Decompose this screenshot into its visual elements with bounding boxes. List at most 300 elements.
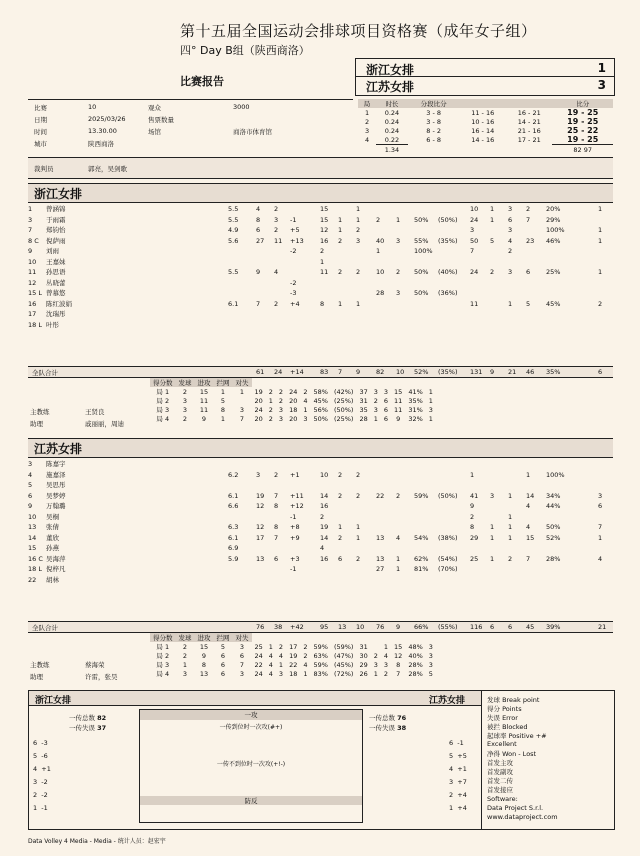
rotation-row: [33, 778, 61, 786]
venue-label: 场馆: [148, 128, 161, 136]
total-cell: (55%): [438, 623, 458, 631]
set-stats-cell: 局 2: [156, 397, 170, 405]
set-stats-cell: 3: [303, 414, 308, 423]
mid-sub2: 一传不到位时一次攻(+!-): [216, 761, 286, 768]
set-stats-cell: 局 3: [156, 661, 170, 669]
player-cell: 11: [274, 236, 283, 245]
player-cell: -2: [290, 247, 297, 255]
set-stats-cell: (25%): [333, 414, 354, 423]
player-cell: 1: [356, 299, 361, 308]
set-stats-head: 进攻: [195, 633, 214, 642]
player-cell: 29%: [546, 215, 561, 224]
player-cell: 6: [256, 226, 261, 234]
player-cell: 3: [396, 236, 401, 245]
player-cell: 8: [320, 299, 325, 308]
player-cell: 9: [28, 247, 33, 255]
set-stats-cell: 7: [396, 669, 401, 678]
set-stats-head: 对失: [233, 378, 252, 387]
set-stats-head: 对失: [233, 633, 252, 642]
set-stats-cell: 41%: [408, 387, 423, 396]
player-cell: 胡林: [46, 575, 59, 584]
player-cell: 2: [508, 247, 513, 255]
rotation-row: [33, 765, 61, 773]
set-stats-cell: 1: [428, 396, 433, 405]
total-time: 1.34: [376, 145, 408, 155]
set-cell: 4: [364, 135, 370, 144]
rotation-val: -2: [41, 778, 48, 786]
city-label: 城市: [34, 140, 47, 148]
player-cell: 2: [274, 470, 279, 479]
player-cell: 14: [526, 491, 535, 500]
player-cell: 10: [28, 257, 37, 266]
sets-header-cell: 时长: [376, 99, 408, 108]
player-cell: 8: [256, 215, 261, 224]
team-b-name: 江苏女排: [366, 80, 415, 94]
set-stats-row: [150, 651, 436, 660]
time-label: 时间: [34, 128, 47, 136]
set-stats-cell: 3: [182, 396, 188, 405]
player-cell: 4: [396, 533, 401, 542]
player-row: [28, 564, 613, 575]
player-cell: 4: [598, 554, 603, 563]
rotation-num: 3: [449, 778, 454, 786]
player-cell: 19: [320, 523, 329, 531]
set-stats-cell: 3: [182, 405, 188, 414]
software-name: Data Project S.r.l.: [487, 804, 544, 812]
player-cell: 1: [598, 236, 603, 245]
set-stats-cell: 26: [359, 669, 368, 678]
set-stats-cell: 31: [359, 642, 368, 651]
rotation-row: [33, 791, 61, 799]
set-cell: 8 - 2: [426, 126, 442, 135]
set-stats-cell: 1: [373, 414, 378, 423]
player-cell: 2: [356, 268, 361, 276]
software-label: Software:: [487, 795, 518, 803]
set-stats-cell: 32%: [408, 414, 423, 423]
set-stats-cell: 31: [359, 396, 368, 405]
player-cell: +13: [290, 236, 304, 245]
rotation-num: 2: [449, 791, 454, 799]
set-cell: 19 - 25: [567, 135, 599, 144]
set-stats-cell: 3: [239, 405, 245, 414]
set-stats-cell: 6: [220, 669, 226, 678]
player-cell: 孙思语: [46, 268, 66, 276]
player-cell: (54%): [438, 554, 458, 563]
player-cell: 1: [598, 268, 603, 276]
player-cell: 10: [320, 470, 329, 479]
set-stats-cell: 18: [289, 669, 298, 678]
player-cell: 25: [470, 554, 479, 563]
player-cell: 3: [256, 470, 261, 479]
summary-team-a: 浙江女排: [35, 696, 72, 706]
player-cell: +5: [290, 226, 300, 234]
set-stats-cell: 2: [303, 642, 308, 651]
player-cell: 2: [470, 512, 475, 521]
set-stats-cell: 29: [359, 660, 368, 669]
player-cell: -3: [290, 289, 297, 297]
rotation-row: [449, 804, 477, 812]
total-cell: 95: [320, 623, 329, 631]
set-stats-cell: 局 4: [156, 415, 170, 423]
set-cell: 16 - 21: [517, 108, 541, 117]
player-cell: 1: [490, 533, 495, 542]
set-stats-cell: 6: [220, 651, 226, 660]
set-stats-cell: 11: [394, 396, 403, 405]
total-cell: 52%: [414, 368, 429, 376]
set-stats-cell: 19: [254, 387, 263, 396]
total-cell: 46: [526, 368, 535, 376]
set-stats-cell: 8: [396, 660, 401, 669]
player-cell: 郑钧怡: [46, 226, 66, 234]
set-cell: 11 - 16: [471, 108, 495, 117]
player-cell: (50%): [438, 215, 458, 224]
player-row: [28, 459, 613, 470]
player-cell: 5.5: [228, 215, 239, 224]
player-cell: 6.1: [228, 491, 239, 500]
total-cell: 116: [470, 623, 483, 631]
sets-table: [358, 99, 613, 154]
venue-value: 商洛市体育馆: [233, 128, 272, 136]
player-cell: 10: [470, 205, 479, 213]
set-stats-cell: 15: [199, 387, 209, 396]
player-cell: 12: [256, 523, 265, 531]
referee-label: 裁判员: [34, 165, 54, 173]
set-stats-cell: 1: [383, 642, 389, 651]
player-cell: 沈瑞彤: [46, 310, 66, 318]
footer: Data Volley 4 Media - Media - 统计人员：赵宏宇: [28, 838, 166, 845]
player-cell: 6: [28, 491, 33, 500]
set-stats-cell: 3: [428, 642, 433, 651]
match-value: 10: [88, 103, 97, 111]
set-stats-cell: 15: [199, 642, 209, 651]
team-b-total-row: [28, 621, 613, 633]
set-stats-cell: (50%): [333, 405, 354, 414]
player-row: [28, 575, 613, 586]
player-cell: -2: [290, 278, 297, 287]
player-cell: 50%: [414, 215, 429, 224]
team-a-name: 浙江女排: [366, 63, 415, 77]
rotation-val: +4: [457, 804, 467, 812]
team-b-sets: 3: [597, 78, 606, 92]
player-cell: 1: [490, 205, 495, 213]
player-cell: +12: [290, 502, 304, 510]
total-cell: 9: [490, 368, 495, 376]
player-cell: 倪萨雨: [46, 236, 66, 245]
player-cell: 3: [508, 205, 513, 213]
player-cell: 4: [28, 470, 33, 479]
set-stats-cell: 28%: [408, 669, 423, 678]
rotation-val: -3: [41, 739, 48, 747]
set-stats-cell: 20: [289, 414, 298, 423]
player-cell: 6: [338, 554, 343, 563]
set-stats-cell: 3: [383, 660, 389, 669]
player-cell: 2: [490, 268, 495, 276]
player-cell: 2: [376, 215, 381, 224]
total-cell: 38: [274, 623, 283, 631]
player-cell: 40: [376, 236, 385, 245]
set-stats-cell: 1: [182, 660, 188, 669]
legend-item: 失误 Error: [487, 714, 518, 722]
player-cell: 2: [338, 268, 343, 276]
sets-header-cell: [506, 99, 553, 108]
set-stats-cell: 2: [303, 651, 308, 660]
player-row: [28, 204, 613, 215]
date-label: 日期: [34, 116, 47, 124]
set-stats-cell: 2: [373, 651, 378, 660]
player-row: [28, 501, 613, 512]
total-cell: 35%: [546, 368, 561, 376]
player-cell: 施嘉泽: [46, 470, 66, 479]
total-cell: 82: [376, 368, 385, 376]
player-cell: 1: [396, 565, 401, 573]
player-cell: 27: [376, 565, 385, 573]
player-cell: 6.1: [228, 299, 239, 308]
player-cell: 6.1: [228, 533, 239, 542]
set-stats-cell: 3: [182, 669, 188, 678]
player-cell: 陈嘉宇: [46, 460, 66, 468]
set-stats-cell: 59%: [313, 660, 328, 669]
team-b-coach-label: 主教练: [30, 661, 50, 669]
set-stats-cell: 24: [254, 405, 263, 414]
player-cell: -1: [290, 215, 297, 224]
rotation-num: 4: [33, 765, 38, 773]
set-stats-cell: 3: [239, 669, 245, 678]
set-stats-cell: 2: [303, 387, 308, 396]
player-cell: 62%: [414, 554, 429, 563]
player-row: [28, 225, 613, 236]
player-cell: 45%: [546, 299, 561, 308]
rotation-num: 5: [449, 752, 454, 760]
team-a-sets: 1: [597, 61, 606, 75]
set-stats-cell: 3: [428, 651, 433, 660]
player-cell: 陈红波娟: [46, 299, 72, 308]
player-cell: 19: [256, 491, 265, 500]
player-cell: 16: [320, 502, 329, 510]
total-cell: 83: [320, 368, 329, 376]
legend-item: 得分 Points: [487, 705, 522, 713]
summary-team-b: 江苏女排: [429, 696, 466, 706]
set-stats-cell: 9: [201, 414, 207, 423]
sets-header-cell: [459, 99, 506, 108]
player-cell: 1: [508, 533, 513, 542]
player-cell: 8: [274, 523, 279, 531]
player-cell: (36%): [438, 289, 458, 297]
player-cell: 1: [490, 215, 495, 224]
team-a-assistant: 戚丽丽，周迪: [85, 420, 124, 428]
set-stats-cell: (59%): [333, 642, 354, 651]
rotation-val: -2: [41, 791, 48, 799]
player-cell: 2: [598, 299, 603, 308]
set-stats-head: 得分数: [150, 378, 176, 387]
player-row: [28, 299, 613, 310]
spectators-label: 观众: [148, 104, 161, 112]
player-cell: 6.6: [228, 502, 239, 510]
set-stats-cell: 20: [254, 414, 263, 423]
total-cell: 24: [274, 368, 283, 376]
set-stats-cell: 8: [201, 660, 207, 669]
player-cell: 25%: [546, 268, 561, 276]
player-cell: 5.5: [228, 205, 239, 213]
player-cell: 27: [256, 236, 265, 245]
player-cell: 3: [28, 215, 33, 224]
set-stats-head: 拦网: [214, 633, 233, 642]
player-cell: 46%: [546, 236, 561, 245]
mid-sub1: 一传到位时一次攻(#+): [219, 724, 283, 731]
mid-stats: [139, 709, 363, 823]
player-cell: 4: [508, 236, 513, 245]
player-cell: 1: [508, 512, 513, 521]
set-stats-head: 发球: [176, 378, 195, 387]
set-stats-cell: 局 2: [156, 652, 170, 660]
set-cell: 21 - 16: [517, 126, 541, 135]
set-stats-cell: (47%): [333, 651, 354, 660]
player-cell: 3: [396, 289, 401, 297]
player-cell: 孙燕: [46, 544, 59, 552]
player-cell: 50%: [546, 523, 561, 531]
player-row: [28, 522, 613, 533]
player-cell: 55%: [414, 236, 429, 245]
player-cell: 王嘉妹: [46, 257, 66, 266]
legend-item: 首发副攻: [487, 768, 513, 776]
set-stats-cell: 58%: [313, 387, 328, 396]
player-cell: 吴海萍: [46, 554, 66, 563]
total-cell: 66%: [414, 623, 429, 631]
player-cell: 28: [376, 289, 385, 297]
set-stats-cell: 1: [373, 669, 378, 678]
set-stats-cell: 9: [396, 414, 401, 423]
set-stats-cell: 3: [239, 642, 245, 651]
set-stats-cell: 5: [220, 396, 226, 405]
total-cell: 21: [598, 623, 607, 631]
rotation-row: [449, 752, 477, 760]
player-cell: +4: [290, 299, 300, 308]
set-cell: 0.22: [384, 135, 400, 144]
rotation-row: [33, 739, 61, 747]
player-cell: 24: [470, 268, 479, 276]
set-cell: 25 - 22: [567, 126, 599, 135]
set-stats-cell: 2: [182, 642, 188, 651]
set-row: [358, 135, 613, 145]
player-cell: 23: [526, 236, 535, 245]
player-row: [28, 215, 613, 226]
player-row: [28, 288, 613, 299]
player-cell: 2: [396, 491, 401, 500]
set-stats-cell: 56%: [313, 405, 328, 414]
rotation-num: 1: [33, 804, 38, 812]
set-stats-cell: 24: [254, 669, 263, 678]
set-stats-cell: 7: [239, 414, 245, 423]
set-stats-cell: 3: [278, 669, 284, 678]
team-a-coach: 王贤良: [85, 408, 105, 416]
set-cell: 10 - 16: [471, 117, 495, 126]
player-cell: 丛晓蕾: [46, 278, 66, 287]
set-cell: 0.24: [384, 117, 400, 126]
rotation-val: +5: [457, 752, 467, 760]
total-cell: 9: [356, 368, 361, 376]
player-cell: 1: [508, 523, 513, 531]
set-stats-cell: 6: [383, 405, 389, 414]
player-cell: 15: [320, 205, 329, 213]
player-cell: 1: [376, 247, 381, 255]
player-cell: 24: [470, 215, 479, 224]
set-stats-cell: [233, 396, 252, 405]
player-cell: 2: [338, 236, 343, 245]
player-cell: 3: [490, 491, 495, 500]
set-stats-cell: 1: [268, 642, 273, 651]
player-cell: 18 L: [28, 320, 42, 329]
player-cell: 4.9: [228, 226, 239, 234]
total-cell: 61: [256, 368, 265, 376]
mid-head: 一攻: [140, 710, 362, 720]
player-cell: 16 C: [28, 554, 43, 563]
rotation-val: -1: [41, 804, 48, 812]
player-cell: 12: [256, 502, 265, 510]
player-cell: 吴梦婷: [46, 491, 66, 500]
player-cell: 于雨霜: [46, 215, 66, 224]
set-stats-cell: 1: [303, 669, 308, 678]
rotation-val: +7: [457, 778, 467, 786]
team-a-player-list: [28, 204, 613, 330]
page-title: 第十五届全国运动会排球项目资格赛（成年女子组）: [180, 22, 537, 40]
set-stats-cell: (42%): [333, 387, 354, 396]
set-stats-cell: 4: [303, 396, 308, 405]
player-cell: 81%: [414, 565, 429, 573]
set-stats-cell: 3: [278, 405, 284, 414]
player-cell: 7: [274, 533, 279, 542]
set-stats-row: [150, 405, 436, 414]
set-cell: 14 - 16: [471, 135, 495, 144]
set-stats-cell: 1: [268, 396, 273, 405]
score-box: [355, 58, 615, 96]
set-row: [358, 108, 613, 117]
set-stats-cell: 7: [239, 660, 245, 669]
player-cell: 2: [338, 491, 343, 500]
player-cell: 2: [356, 226, 361, 234]
player-cell: 9: [470, 502, 475, 510]
player-cell: 9: [28, 502, 33, 510]
spectators-value: 3000: [233, 103, 250, 111]
player-cell: 2: [338, 470, 343, 479]
sets-header-cell: 局: [358, 99, 376, 108]
player-cell: 董欣: [46, 533, 59, 542]
set-stats-cell: 19: [289, 651, 298, 660]
set-stats-cell: 2: [182, 414, 188, 423]
set-stats-head: 进攻: [195, 378, 214, 387]
set-stats-cell: 5: [220, 642, 226, 651]
player-cell: 3: [28, 460, 33, 468]
set-cell: 0.24: [384, 126, 400, 135]
player-cell: 17: [256, 533, 265, 542]
team-b-coach: 蔡海荣: [85, 661, 105, 669]
player-cell: 1: [356, 533, 361, 542]
team-a-errors: 一传失误 37: [69, 724, 107, 732]
set-stats-cell: 9: [201, 651, 207, 660]
player-cell: 2: [274, 299, 279, 308]
set-stats-cell: 4: [303, 660, 308, 669]
player-cell: (38%): [438, 533, 458, 542]
player-cell: 14: [28, 533, 37, 542]
total-label: 全队合计: [32, 369, 58, 377]
set-stats-cell: 31%: [408, 405, 423, 414]
player-cell: 20%: [546, 205, 561, 213]
summary-panel: [28, 690, 615, 830]
player-cell: 12: [28, 278, 37, 287]
team-b-player-list: [28, 459, 613, 585]
total-cell: 76: [376, 623, 385, 631]
mid-sub3: 防反: [140, 796, 362, 805]
set-stats-cell: 3: [373, 405, 378, 414]
player-cell: 曾涵锦: [46, 205, 66, 213]
